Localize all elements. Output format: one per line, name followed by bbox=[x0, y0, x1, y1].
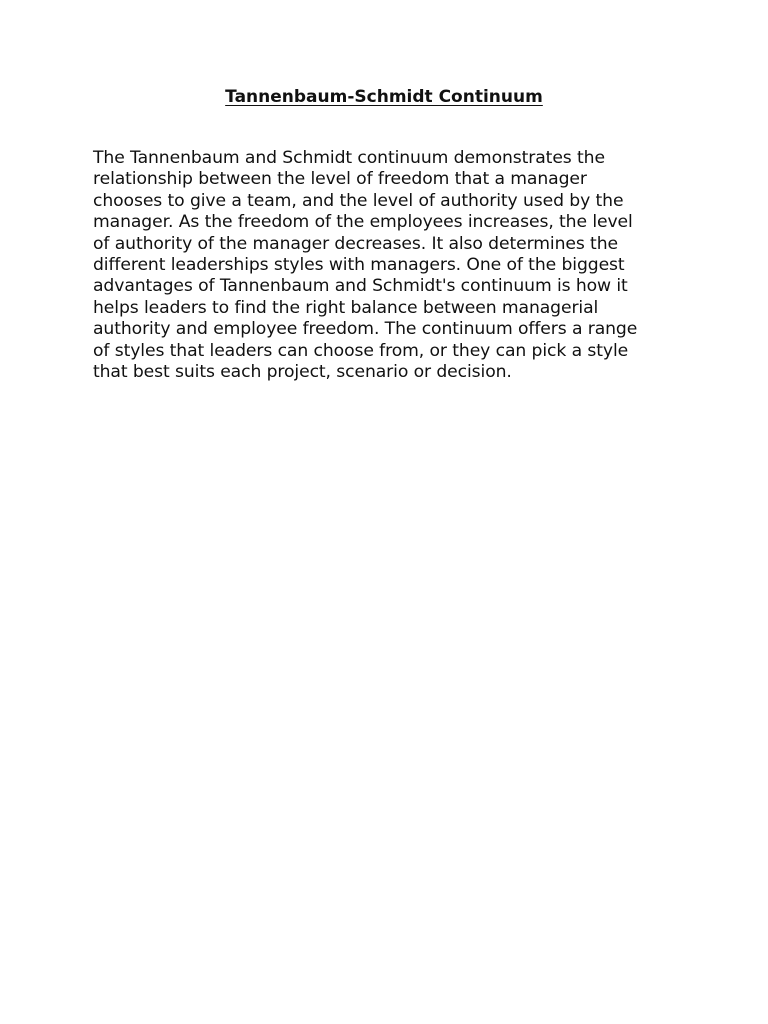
body-line: manager. As the freedom of the employees increases, the level bbox=[93, 212, 633, 233]
body-line: helps leaders to find the right balance between managerial bbox=[93, 297, 599, 318]
body-line: authority and employee freedom. The continuum offers a range bbox=[93, 319, 638, 340]
body-line: that best suits each project, scenario or decision. bbox=[93, 362, 512, 383]
document-body-paragraph bbox=[93, 148, 683, 383]
body-line: different leaderships styles with managers. One of the biggest bbox=[93, 255, 625, 276]
body-line: of styles that leaders can choose from, or they can pick a style bbox=[93, 340, 629, 361]
body-line: advantages of Tannenbaum and Schmidt's continuum is how it bbox=[93, 276, 628, 297]
body-line: of authority of the manager decreases. It also determines the bbox=[93, 233, 618, 254]
body-line: relationship between the level of freedom that a manager bbox=[93, 169, 587, 190]
body-line: The Tannenbaum and Schmidt continuum demonstrates the bbox=[93, 148, 605, 168]
document-title: Tannenbaum-Schmidt Continuum bbox=[225, 87, 543, 107]
body-line: chooses to give a team, and the level of authority used by the bbox=[93, 190, 624, 211]
